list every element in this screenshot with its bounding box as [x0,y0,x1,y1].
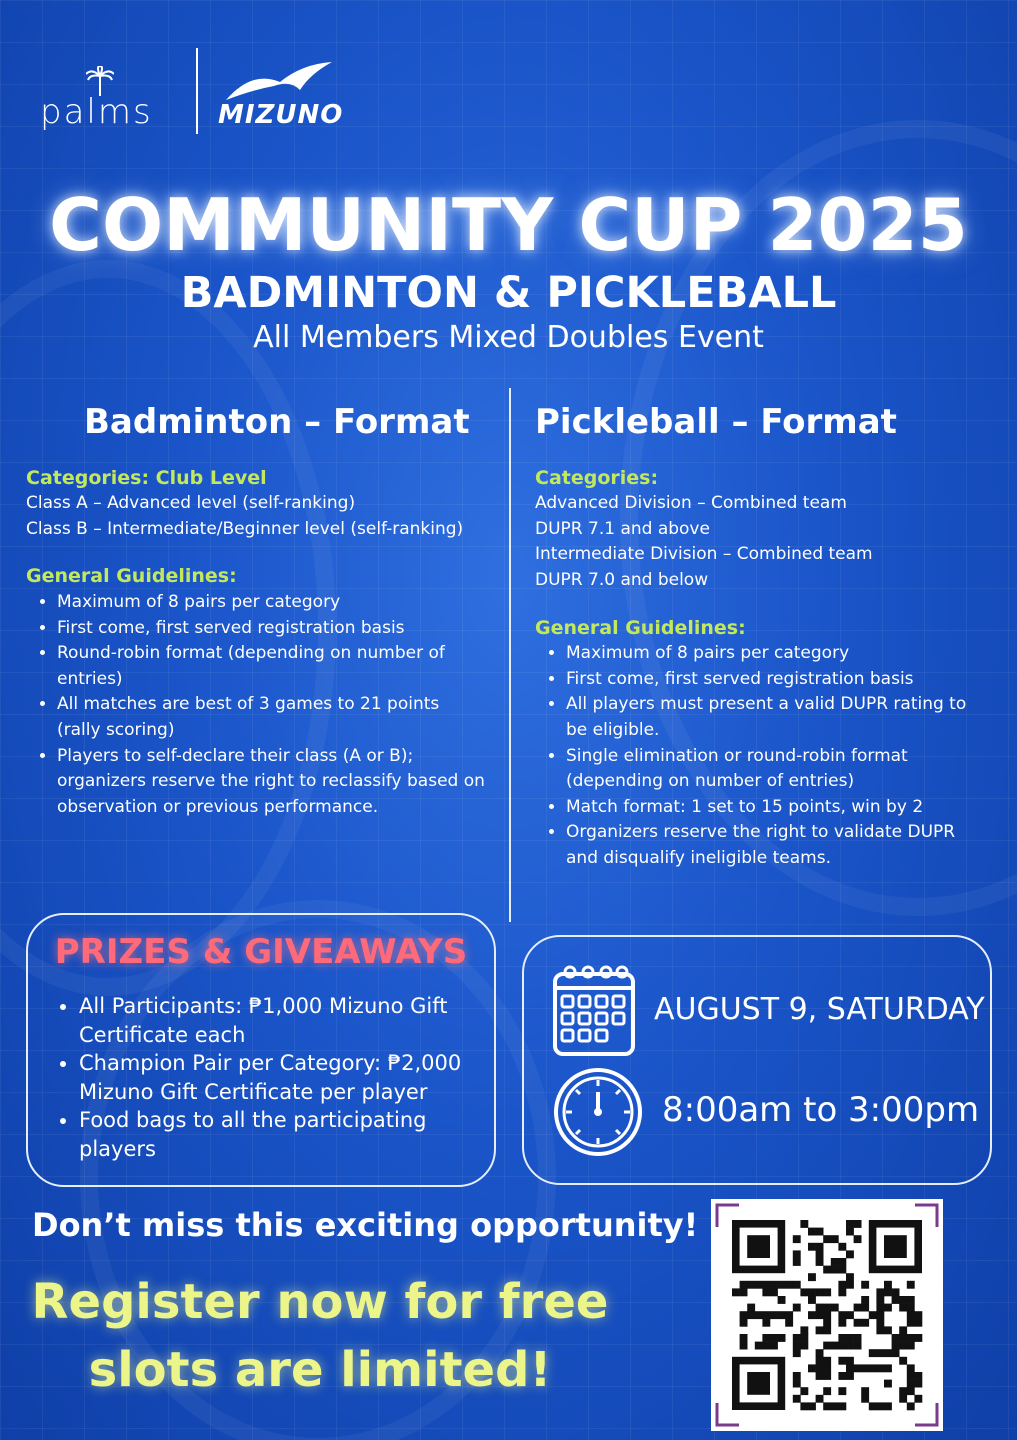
column-divider [509,388,511,922]
list-item: • Champion Pair per Category: ₱2,000 Mizuno Gift Certificate per player [79,1049,509,1106]
category-item: DUPR 7.1 and above [535,518,710,539]
mizuno-logo: MIZUNO [218,100,344,130]
qr-code-icon [711,1199,943,1431]
list-item: • Single elimination or round-robin format (depending on number of entries) [566,744,985,795]
pickleball-categories-label: Categories: [535,466,659,489]
badminton-categories-label: Categories: Club Level [26,466,267,489]
category-item: Advanced Division – Combined team [535,493,847,514]
list-item: • All matches are best of 3 games to 21 points (rally scoring) [57,692,506,743]
register-line: Register now for free [31,1274,609,1330]
event-tagline: All Members Mixed Doubles Event [253,320,764,355]
prizes-title: PRIZES & GIVEAWAYS [54,932,468,972]
category-item: DUPR 7.0 and below [535,569,709,590]
category-item: Intermediate Division – Combined team [535,544,873,565]
list-item: • Players to self-declare their class (A or B); organizers reserve the right to reclassify based on observation or previous performance. [57,744,506,821]
list-item: • First come, first served registration basis [57,616,506,642]
cta-text: Don’t miss this exciting opportunity! [32,1206,699,1244]
badminton-section [26,402,506,820]
badminton-heading: Badminton – Format [84,402,470,442]
badminton-guidelines-list [26,590,506,820]
pickleball-section [535,402,985,872]
palms-logo: palms [40,92,153,132]
clock-icon [552,1066,644,1158]
pickleball-heading: Pickleball – Format [535,402,897,442]
calendar-icon [552,962,638,1058]
logo-divider [196,48,198,134]
badminton-guidelines-label: General Guidelines: [26,565,237,588]
event-title: COMMUNITY CUP 2025 [49,183,968,267]
register-line: slots are limited! [88,1342,552,1398]
list-item: • Food bags to all the participating players [79,1106,509,1163]
pickleball-guidelines-label: General Guidelines: [535,616,746,639]
event-subtitle: BADMINTON & PICKLEBALL [180,268,837,318]
list-item: • First come, first served registration basis [566,667,985,693]
register-text [0,1268,640,1404]
list-item: • Match format: 1 set to 15 points, win by 2 [566,795,985,821]
event-date: AUGUST 9, SATURDAY [654,992,985,1027]
pickleball-guidelines-list [535,641,985,871]
registration-qr-code[interactable] [711,1199,943,1431]
list-item: • Maximum of 8 pairs per category [566,641,985,667]
list-item: • All players must present a valid DUPR rating to be eligible. [566,692,985,743]
category-item: Class A – Advanced level (self-ranking) [26,493,356,514]
list-item: • Maximum of 8 pairs per category [57,590,506,616]
event-time: 8:00am to 3:00pm [662,1090,980,1130]
category-item: Class B – Intermediate/Beginner level (self-ranking) [26,518,464,539]
prizes-list [48,992,509,1163]
list-item: • Organizers reserve the right to validate DUPR and disqualify ineligible teams. [566,820,985,871]
list-item: • All Participants: ₱1,000 Mizuno Gift Certificate each [79,992,509,1049]
mizuno-runbird-icon [222,60,334,104]
list-item: • Round-robin format (depending on number of entries) [57,641,506,692]
